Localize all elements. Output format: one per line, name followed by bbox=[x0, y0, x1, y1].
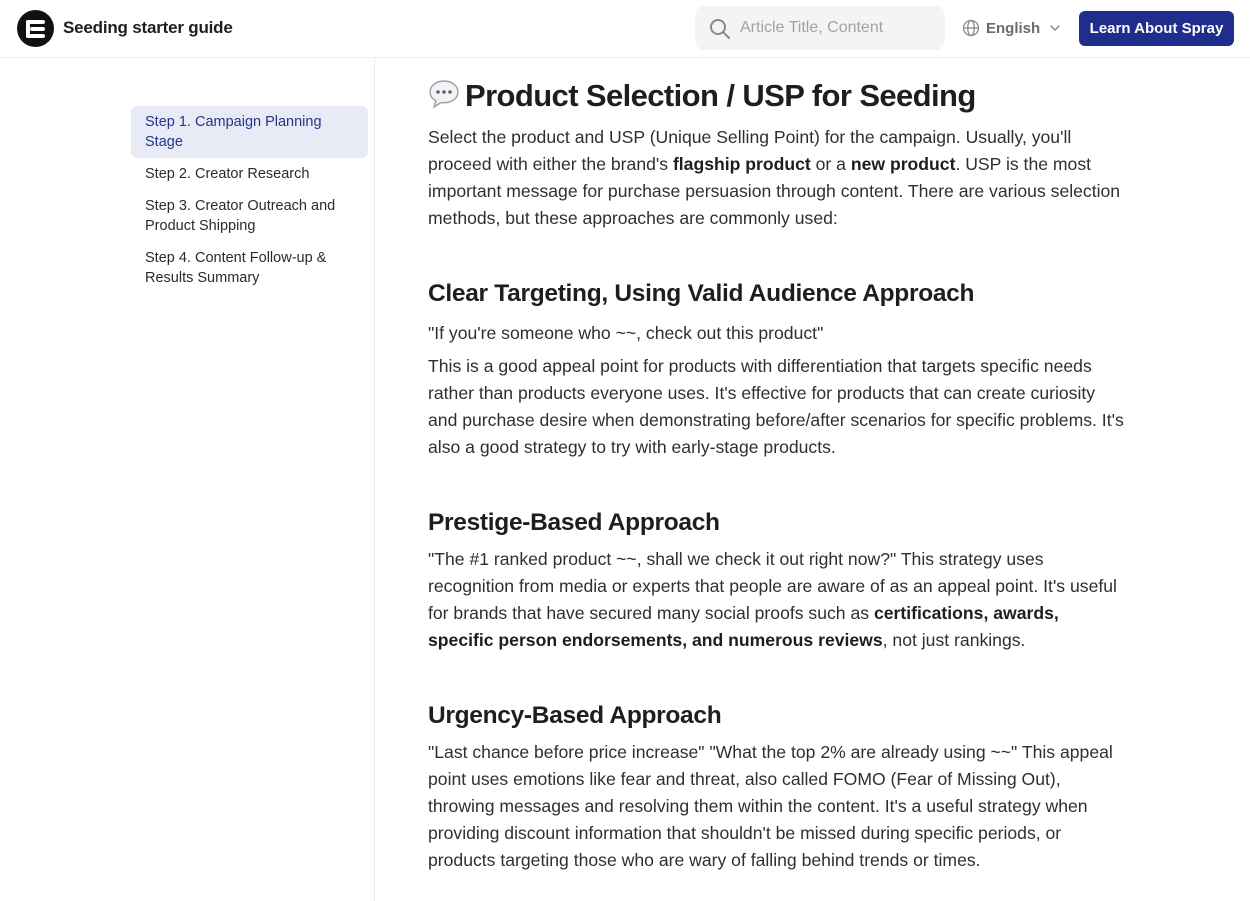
language-label: English bbox=[986, 19, 1041, 37]
section-heading: Clear Targeting, Using Valid Audience Approach bbox=[428, 280, 975, 307]
page-title-text: Product Selection / USP for Seeding bbox=[465, 78, 976, 113]
search-input[interactable] bbox=[740, 16, 930, 40]
top-header bbox=[0, 0, 1250, 58]
sidebar bbox=[0, 58, 375, 901]
language-selector[interactable] bbox=[962, 17, 1061, 39]
sidebar-item-step-4[interactable]: Step 4. Content Follow-up & Results Summary bbox=[145, 250, 327, 286]
globe-icon bbox=[962, 19, 980, 37]
bold-flagship-product: flagship product bbox=[672, 154, 811, 174]
sidebar-item-step-3[interactable]: Step 3. Creator Outreach and Product Shipping bbox=[145, 198, 336, 234]
section-body: "Last chance before price increase" "What the top 2% are already using ~~" This appeal point uses emotions like fear and threat, also called FOMO (Fear of Missing Out), throwing messages and resolving them within the content. It's a useful strategy when providing discount information that shouldn't be missed during specific periods, or products targeting those who are wary of falling behind trends or times. bbox=[428, 742, 1113, 870]
section-clear-targeting bbox=[428, 278, 1128, 461]
bold-new-product: new product bbox=[850, 154, 956, 174]
learn-about-spray-button[interactable]: Learn About Spray bbox=[1079, 11, 1234, 46]
section-prestige bbox=[428, 507, 1128, 654]
site-logo-icon[interactable] bbox=[17, 10, 54, 47]
search-box[interactable] bbox=[695, 6, 945, 50]
sidebar-item-step-2[interactable]: Step 2. Creator Research bbox=[145, 166, 310, 182]
sidebar-item-step-1[interactable]: Step 1. Campaign Planning Stage bbox=[131, 106, 368, 158]
article-content bbox=[428, 76, 1128, 874]
chevron-down-icon bbox=[1049, 22, 1061, 34]
section-body: This is a good appeal point for products with differentiation that targets specific needs rather than products everyone uses. It's effective for products that can create curiosity and purchase desire when demonstrating before/after scenarios for specific problems. It's also a good strategy to try with early-stage products. bbox=[428, 356, 1124, 457]
section-body: "The #1 ranked product ~~, shall we check it out right now?" This strategy uses recognition from media or experts that people are aware of as an appeal point. It's useful for brands that have secured many social proofs such as certifications, awards, specific person endorsements, and numerous reviews, not just rankings. bbox=[428, 549, 1117, 650]
section-heading: Prestige-Based Approach bbox=[428, 509, 720, 536]
bold-social-proofs: certifications, awards, specific person endorsements, and numerous reviews bbox=[428, 603, 1059, 650]
section-urgency bbox=[428, 700, 1128, 874]
speech-balloon-icon bbox=[428, 79, 460, 109]
section-heading: Urgency-Based Approach bbox=[428, 702, 722, 729]
section-quote: "If you're someone who ~~, check out this product" bbox=[428, 323, 824, 343]
site-title[interactable]: Seeding starter guide bbox=[63, 18, 233, 37]
sidebar-nav bbox=[131, 106, 368, 294]
page-title bbox=[428, 76, 1128, 116]
search-icon bbox=[709, 18, 731, 40]
intro-paragraph: Select the product and USP (Unique Selling Point) for the campaign. Usually, you'll proceed with either the brand's flagship product or a new product. USP is the most important message for purchase persuasion through content. There are various selection methods, but these approaches are commonly used: bbox=[428, 127, 1121, 228]
